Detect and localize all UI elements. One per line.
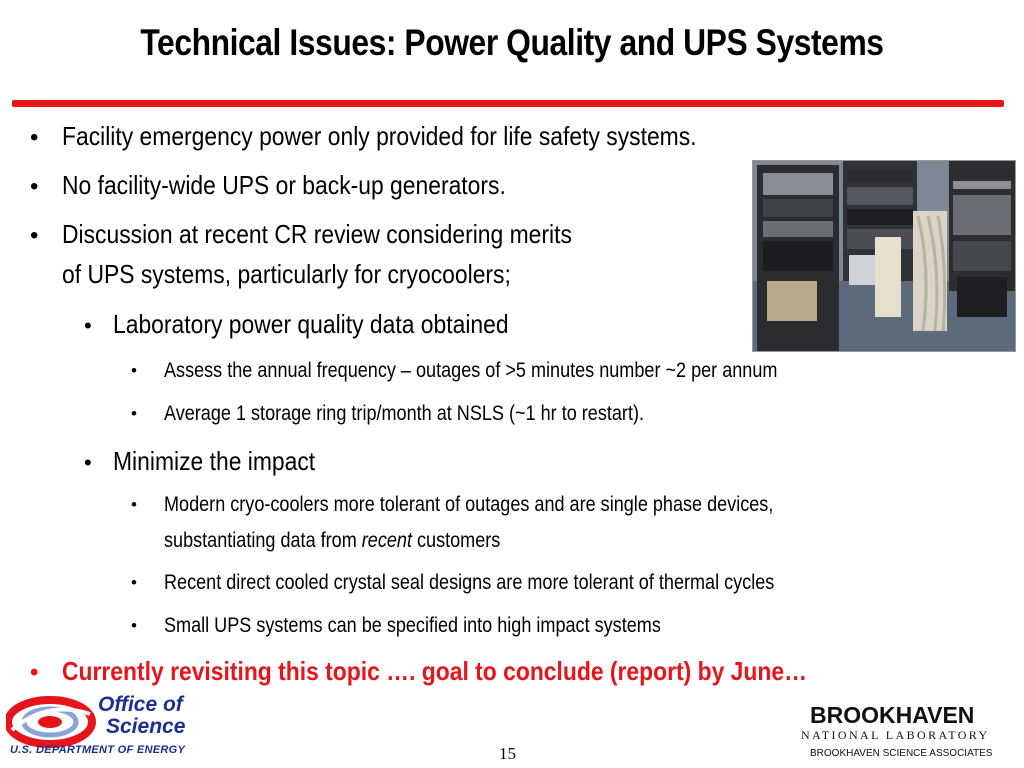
title-divider [12, 100, 1004, 107]
national-laboratory-text: NATIONAL LABORATORY [801, 728, 990, 742]
bullet-text: Recent direct cooled crystal seal designs are more tolerant of thermal cycles [164, 571, 775, 594]
bullet-text: No facility-wide UPS or back-up generators. [62, 170, 506, 200]
emphasis-recent: recent [361, 529, 412, 552]
office-of-science-text [98, 694, 185, 738]
bullet-text: Average 1 storage ring trip/month at NSLS (~1 hr to restart). [164, 402, 645, 425]
text-part: substantiating data from [164, 529, 362, 552]
bsa-text: BROOKHAVEN SCIENCE ASSOCIATES [810, 748, 993, 759]
bullet-marker: • [84, 450, 92, 475]
bullet-text-cont [164, 529, 500, 553]
brookhaven-logo [790, 700, 1016, 764]
bullet-marker: • [131, 404, 137, 423]
equipment-rack-photo [752, 160, 1016, 352]
science-line: Science [106, 715, 186, 738]
bullet-text-cont: of UPS systems, particularly for cryocoolers; [62, 259, 511, 289]
bullet-text: Facility emergency power only provided for life safety systems. [62, 121, 697, 151]
bullet-marker: • [131, 616, 137, 635]
bullet-text: Small UPS systems can be specified into high impact systems [164, 614, 661, 637]
bullet-text: Laboratory power quality data obtained [113, 309, 509, 339]
bullet-marker: • [30, 222, 39, 249]
page-number: 15 [499, 744, 516, 763]
bullet-marker: • [131, 361, 137, 380]
bullet-text: Currently revisiting this topic …. goal to conclude (report) by June… [62, 656, 807, 686]
bullet-marker: • [30, 659, 39, 686]
bullet-text: Modern cryo-coolers more tolerant of outages and are single phase devices, [164, 493, 774, 516]
bullet-marker: • [131, 573, 137, 592]
brookhaven-wordmark: BROOKHAVEN [810, 702, 975, 728]
text-part: customers [411, 529, 501, 552]
office-line: Office of [98, 693, 183, 716]
bullet-marker: • [30, 124, 39, 151]
bullet-marker: • [84, 313, 92, 338]
bullet-text: Assess the annual frequency – outages of >5 minutes number ~2 per annum [164, 359, 778, 382]
office-of-science-logo [6, 690, 216, 760]
slide-title: Technical Issues: Power Quality and UPS Systems [140, 22, 884, 63]
bullet-text: Discussion at recent CR review considering merits [62, 219, 572, 249]
doe-label: U.S. DEPARTMENT OF ENERGY [10, 744, 186, 756]
doe-swirl-icon [6, 696, 96, 748]
bullet-marker: • [131, 495, 137, 514]
bullet-text: Minimize the impact [113, 446, 316, 476]
bullet-marker: • [30, 173, 39, 200]
